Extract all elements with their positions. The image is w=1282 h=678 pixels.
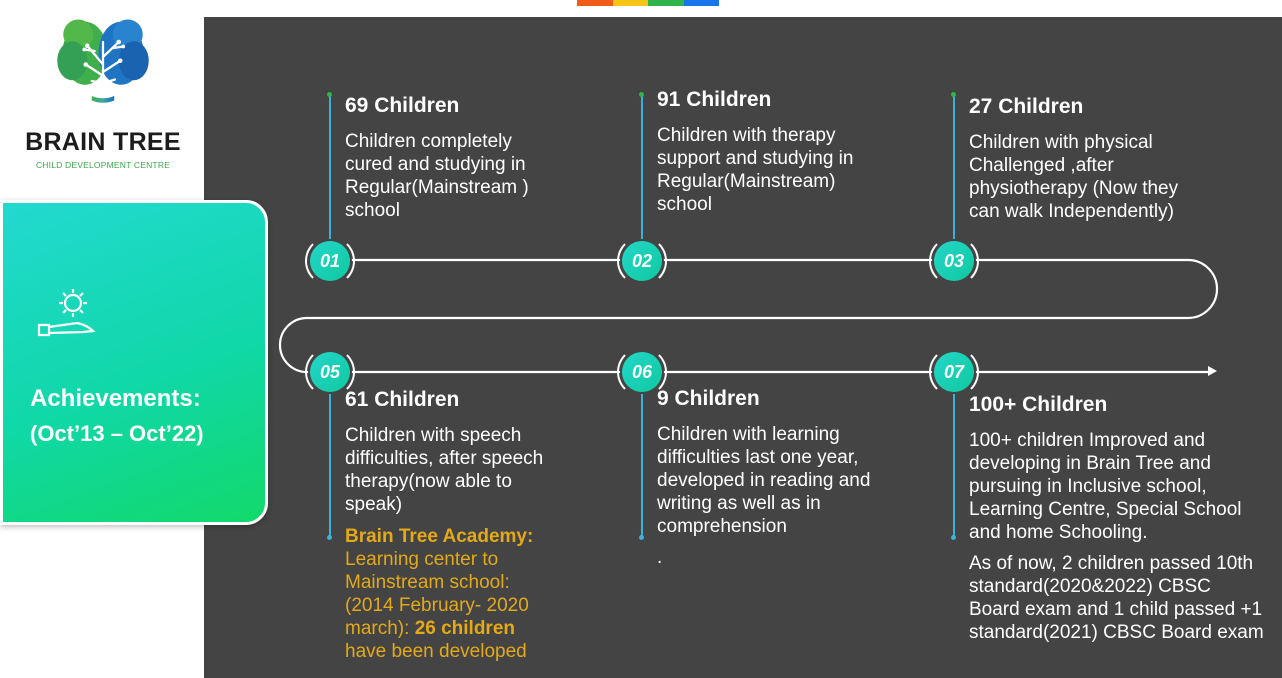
milestone-text-03: Children with physical Challenged ,after physiotherapy (Now they can walk Independently) (969, 132, 1179, 222)
milestone-05 (345, 388, 570, 663)
connector-dot-06 (639, 535, 644, 540)
milestone-02 (657, 88, 882, 216)
top-color-bar (577, 0, 719, 6)
milestone-text-02: Children with therapy support and studying in Regular(Mainstream) school (657, 125, 854, 215)
milestone-03 (969, 95, 1209, 223)
connector-03 (953, 94, 955, 239)
brand-tagline: CHILD DEVELOPMENT CENTRE (35, 160, 171, 170)
connector-dot-01 (327, 92, 332, 97)
milestone-title-05: 61 Children (345, 388, 460, 411)
milestone-number-06: 06 (622, 352, 662, 392)
connector-07 (953, 394, 955, 539)
milestone-text2-07: As of now, 2 children passed 10th standard(2020&2022) CBSC Board exam and 1 child passed +1 standard(2021) CBSC Board exam (969, 553, 1264, 643)
connector-dot-05 (327, 535, 332, 540)
milestone-number-01: 01 (310, 241, 350, 281)
top-bar-green (648, 0, 684, 6)
achievements-dates: (Oct’13 – Oct’22) (30, 421, 204, 446)
top-bar-orange (577, 0, 613, 6)
brand-name: BRAIN TREE (25, 128, 181, 156)
milestone-number-03: 03 (934, 241, 974, 281)
milestone-number-02: 02 (622, 241, 662, 281)
milestone-number-05: 05 (310, 352, 350, 392)
achievements-title: Achievements: (30, 385, 201, 412)
milestone-text-01: Children completely cured and studying in Regular(Mainstream ) school (345, 131, 529, 221)
milestone-07 (969, 393, 1269, 644)
academy-tail: have been developed (345, 641, 527, 662)
connector-02 (641, 94, 643, 239)
milestone-title-06: 9 Children (657, 387, 760, 410)
milestone-title-01: 69 Children (345, 94, 460, 117)
academy-text: Learning center to Mainstream school: (2014 February- 2020 march): (345, 549, 529, 639)
milestone-01 (345, 94, 560, 222)
connector-dot-03 (951, 92, 956, 97)
academy-count: 26 children (414, 618, 516, 639)
gear-hand-icon (37, 285, 99, 341)
connector-06 (641, 394, 643, 539)
milestone-note-06: . (657, 547, 663, 568)
connector-05 (329, 394, 331, 539)
milestone-06 (657, 387, 882, 569)
connector-dot-07 (951, 535, 956, 540)
milestone-title-02: 91 Children (657, 88, 772, 111)
milestone-text-07: 100+ children Improved and developing in Brain Tree and pursuing in Inclusive school, Learning Centre, Special School and home Schooling. (969, 430, 1242, 543)
achievements-card (0, 200, 268, 525)
milestone-title-03: 27 Children (969, 95, 1084, 118)
milestone-text-05: Children with speech difficulties, after speech therapy(now able to speak) (345, 425, 544, 515)
academy-label: Brain Tree Academy: (345, 526, 534, 547)
academy-note (345, 525, 555, 663)
milestone-title-07: 100+ Children (969, 393, 1108, 416)
top-bar-blue (684, 0, 720, 6)
milestone-number-07: 07 (934, 352, 974, 392)
connector-dot-02 (639, 92, 644, 97)
top-bar-yellow (613, 0, 649, 6)
brain-tree-logo-icon (22, 12, 184, 132)
milestone-text-06: Children with learning difficulties last one year, developed in reading and writing as well as in comprehension (657, 424, 871, 537)
connector-01 (329, 94, 331, 239)
